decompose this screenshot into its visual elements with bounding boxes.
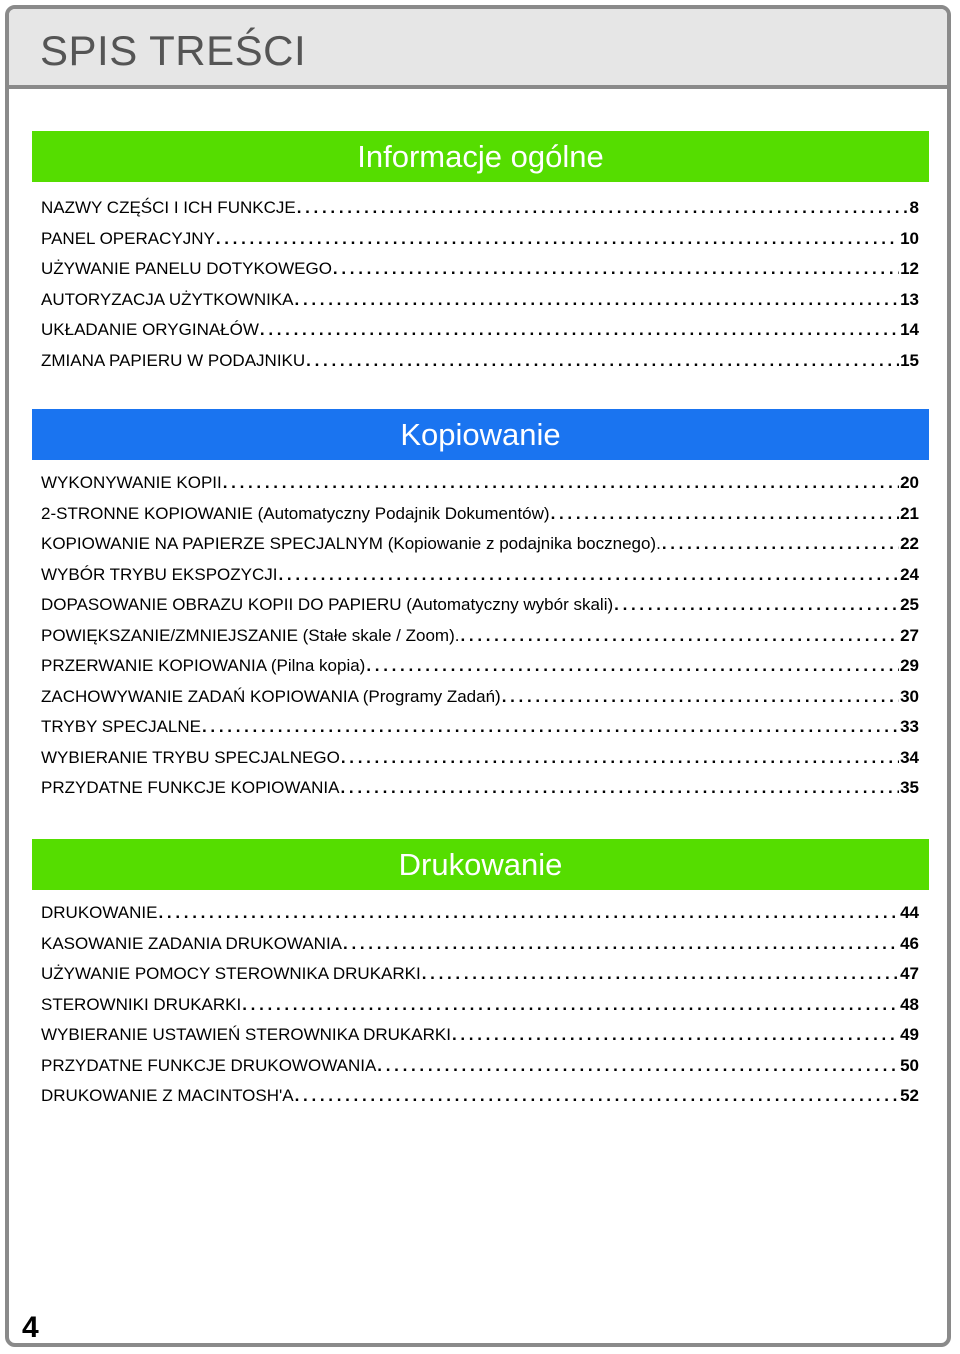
toc-leader-dots [297, 193, 909, 224]
toc-list-kopiowanie [41, 468, 919, 804]
toc-entry-label: KASOWANIE ZADANIA DRUKOWANIA [41, 933, 343, 953]
toc-entry-page: 8 [909, 198, 919, 217]
toc-entry-page: 25 [900, 595, 919, 614]
toc-entry[interactable] [41, 1081, 919, 1112]
toc-leader-dots [614, 590, 899, 621]
section-header-informacje-ogolne [32, 131, 929, 182]
toc-leader-dots [341, 743, 899, 774]
toc-entry-page: 13 [900, 289, 919, 309]
toc-leader-dots [502, 682, 899, 713]
toc-entry[interactable] [41, 499, 919, 530]
toc-entry[interactable] [41, 621, 919, 652]
toc-entry[interactable] [41, 712, 919, 743]
toc-entry-page: 24 [900, 564, 919, 584]
toc-entry-page: 49 [900, 1025, 919, 1044]
toc-entry-page: 35 [900, 778, 919, 797]
toc-entry-label: WYBIERANIE USTAWIEŃ STEROWNIKA DRUKARKI [41, 1025, 451, 1044]
toc-entry[interactable] [41, 773, 919, 804]
toc-entry-page: 14 [900, 320, 919, 339]
toc-leader-dots [306, 346, 899, 377]
toc-entry-label: WYBÓR TRYBU EKSPOZYCJI [41, 564, 278, 584]
toc-entry[interactable] [41, 193, 919, 224]
toc-list-informacje-ogolne [41, 193, 919, 376]
toc-leader-dots [377, 1051, 899, 1082]
toc-entry[interactable] [41, 898, 919, 929]
page-title: SPIS TREŚCI [40, 27, 307, 74]
toc-leader-dots [202, 712, 899, 743]
toc-leader-dots [159, 898, 900, 929]
toc-entry[interactable] [41, 1020, 919, 1051]
toc-entry[interactable] [41, 929, 919, 960]
toc-entry-label: POWIĘKSZANIE/ZMNIEJSZANIE (Stałe skale / Zoom). [41, 625, 460, 645]
section-title: Informacje ogólne [357, 139, 604, 174]
toc-entry-label: TRYBY SPECJALNE [41, 717, 201, 736]
toc-leader-dots [662, 529, 899, 560]
toc-leader-dots [295, 285, 900, 316]
toc-entry-page: 20 [900, 473, 919, 492]
toc-leader-dots [223, 468, 899, 499]
toc-entry-label: WYKONYWANIE KOPII [41, 473, 222, 492]
toc-entry-label: WYBIERANIE TRYBU SPECJALNEGO [41, 747, 340, 767]
toc-entry-page: 52 [900, 1086, 919, 1105]
toc-entry-page: 50 [900, 1055, 919, 1075]
page-number: 4 [22, 1311, 39, 1344]
toc-entry-page: 47 [900, 964, 919, 983]
toc-leader-dots [422, 959, 899, 990]
toc-entry[interactable] [41, 315, 919, 346]
toc-leader-dots [242, 990, 899, 1021]
section-header-drukowanie [32, 839, 929, 890]
toc-entry[interactable] [41, 254, 919, 285]
toc-entry-label: AUTORYZACJA UŻYTKOWNIKA [41, 289, 294, 309]
toc-leader-dots [278, 560, 899, 591]
toc-leader-dots [343, 929, 899, 960]
toc-entry-label: DOPASOWANIE OBRAZU KOPII DO PAPIERU (Automatyczny wybór skali) [41, 595, 614, 614]
toc-entry[interactable] [41, 468, 919, 499]
section-title: Drukowanie [398, 847, 563, 882]
toc-entry-label: DRUKOWANIE [41, 903, 158, 922]
toc-entry-label: UŻYWANIE PANELU DOTYKOWEGO [41, 259, 332, 278]
toc-entry-page: 10 [900, 228, 919, 248]
toc-entry[interactable] [41, 590, 919, 621]
toc-entry-page: 33 [900, 717, 919, 736]
toc-entry-label: DRUKOWANIE Z MACINTOSH'A [41, 1086, 294, 1105]
toc-entry[interactable] [41, 560, 919, 591]
toc-entry[interactable] [41, 959, 919, 990]
section-title: Kopiowanie [400, 417, 561, 452]
toc-entry-page: 30 [900, 686, 919, 706]
toc-entry-label: 2-STRONNE KOPIOWANIE (Automatyczny Podajnik Dokumentów) [41, 503, 550, 523]
toc-entry-label: PANEL OPERACYJNY [41, 228, 215, 248]
toc-entry-page: 15 [900, 350, 919, 370]
toc-entry-label: PRZYDATNE FUNKCJE DRUKOWOWANIA [41, 1055, 377, 1075]
toc-entry[interactable] [41, 529, 919, 560]
toc-leader-dots [333, 254, 899, 285]
toc-entry-label: UŻYWANIE POMOCY STEROWNIKA DRUKARKI [41, 964, 421, 983]
toc-leader-dots [260, 315, 899, 346]
toc-entry-page: 22 [900, 534, 919, 553]
toc-entry-label: NAZWY CZĘŚCI I ICH FUNKCJE [41, 198, 296, 217]
toc-entry-label: UKŁADANIE ORYGINAŁÓW [41, 320, 259, 339]
toc-entry-label: KOPIOWANIE NA PAPIERZE SPECJALNYM (Kopiowanie z podajnika bocznego). [41, 534, 661, 553]
toc-entry-page: 46 [900, 933, 919, 953]
toc-leader-dots [295, 1081, 899, 1112]
toc-entry-label: ZMIANA PAPIERU W PODAJNIKU [41, 350, 306, 370]
toc-entry[interactable] [41, 224, 919, 255]
toc-entry-page: 44 [900, 903, 919, 922]
toc-entry[interactable] [41, 651, 919, 682]
toc-entry-page: 27 [900, 625, 919, 645]
toc-entry-label: STEROWNIKI DRUKARKI [41, 994, 242, 1014]
toc-entry-label: ZACHOWYWANIE ZADAŃ KOPIOWANIA (Programy Zadań) [41, 686, 501, 706]
toc-entry[interactable] [41, 285, 919, 316]
toc-entry-page: 12 [900, 259, 919, 278]
toc-leader-dots [452, 1020, 899, 1051]
toc-entry[interactable] [41, 682, 919, 713]
toc-entry-page: 21 [900, 503, 919, 523]
toc-entry[interactable] [41, 990, 919, 1021]
toc-leader-dots [216, 224, 899, 255]
toc-entry-label: PRZERWANIE KOPIOWANIA (Pilna kopia) [41, 656, 366, 675]
toc-leader-dots [551, 499, 900, 530]
toc-entry-label: PRZYDATNE FUNKCJE KOPIOWANIA [41, 778, 340, 797]
toc-leader-dots [366, 651, 899, 682]
section-header-kopiowanie [32, 409, 929, 460]
toc-leader-dots [340, 773, 899, 804]
toc-leader-dots [460, 621, 899, 652]
toc-entry-page: 48 [900, 994, 919, 1014]
toc-entry-page: 29 [900, 656, 919, 675]
toc-entry-page: 34 [900, 747, 919, 767]
toc-entry[interactable] [41, 346, 919, 377]
title-bar [9, 9, 947, 89]
toc-list-drukowanie [41, 898, 919, 1112]
toc-entry[interactable] [41, 743, 919, 774]
toc-entry[interactable] [41, 1051, 919, 1082]
